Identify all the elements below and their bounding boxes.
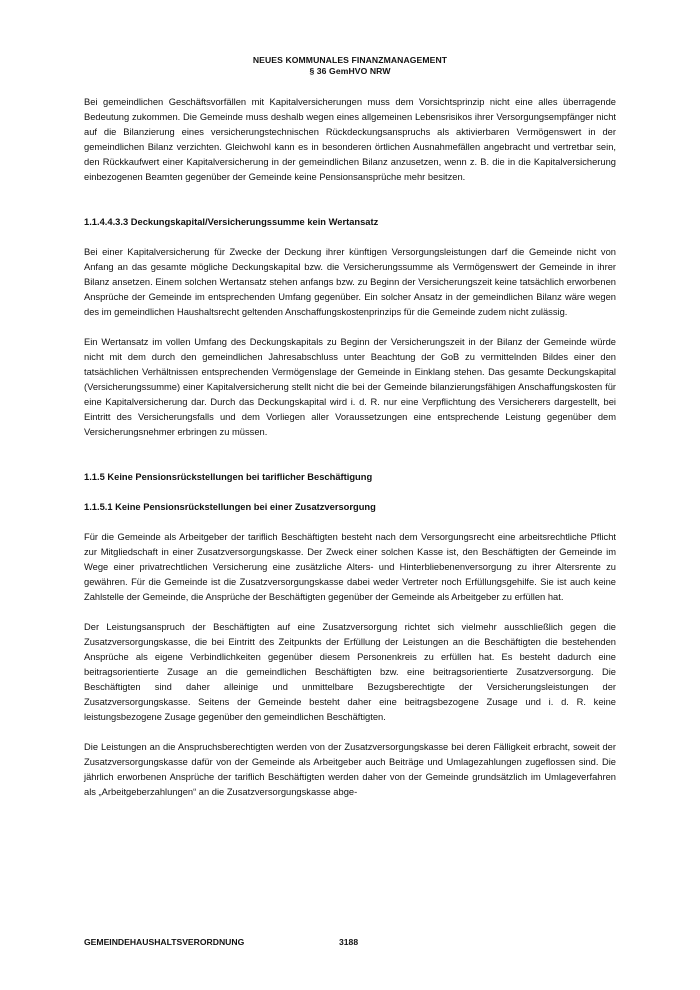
paragraph: Ein Wertansatz im vollen Umfang des Deckungskapitals zu Beginn der Versicherungszeit in der Bilanz der Gemeinde würde nicht mit dem durch den gemeindlichen Jahresabschluss unter Beachtung der GoB zu vermittelnden Bildes einer den tatsächlichen Verhältnissen entsprechenden Vermögenslage der Gemeinde in Einklang stehen. Das gesamte Deckungskapital (Versicherungssumme) einer Kapitalversicherung stellt nicht die bei der Gemeinde bilanzierungsfähigen Anschaffungskosten für eine Kapitalversicherung dar. Durch das Deckungskapital wird i. d. R. nur eine Verpflichtung des Versicherers dargestellt, bei Eintritt des Versicherungsfalls und dem Vorliegen aller Voraussetzungen eine entsprechende Leistung gegenüber dem Versicherungsnehmer erbringen zu müssen. bbox=[84, 337, 616, 437]
paragraph: Bei einer Kapitalversicherung für Zwecke der Deckung ihrer künftigen Versorgungsleistungen darf die Gemeinde nicht von Anfang an das gesamte mögliche Deckungskapital bzw. die Versicherungssumme als Vermögenswert der Gemeinde in ihrer Bilanz ansetzen. Einem solchen Wertansatz stehen anfangs bzw. zu Beginn der Versicherungszeit keine tatsächlich erworbenen Ansprüche der Gemeinde im entsprechenden Umfang gegenüber. Ein solcher Ansatz in der gemeindlichen Bilanz wäre wegen des im gemeindlichen Haushaltsrecht geltenden Anschaffungskostenprinzips für die Gemeinde zudem nicht zulässig. bbox=[84, 247, 616, 317]
header-title: NEUES KOMMUNALES FINANZMANAGEMENT bbox=[252, 55, 448, 65]
footer-label: GEMEINDEHAUSHALTSVERORDNUNG bbox=[84, 937, 245, 947]
paragraph: Die Leistungen an die Anspruchsberechtigten werden von der Zusatzversorgungskasse bei deren Fälligkeit erbracht, soweit der Zusatzversorgungskasse dafür von der Gemeinde als Arbeitgeber auch Beiträge und Umlagezahlungen zugeflossen sind. Die jährlich erworbenen Ansprüche der tariflich Beschäftigten werden daher von der Gemeinde grundsätzlich im Umlageverfahren als „Arbeitgeberzahlungen“ an die Zusatzversorgungskasse abge- bbox=[84, 742, 616, 797]
paragraph: Bei gemeindlichen Geschäftsvorfällen mit Kapitalversicherungen muss dem Vorsichtsprinzip nicht eine alles überragende Bedeutung zukommen. Die Gemeinde muss deshalb wegen eines allgemeinen Lebensrisikos ihrer Versorgungsempfänger nicht auf die Bilanzierung eines versicherungstechnischen Rückdeckungsanspruchs als aktivierbaren Vermögenswert in der gemeindlichen Bilanz verzichten. Gleichwohl kann es in besonderen örtlichen Ausnahmefällen angebracht und vertretbar sein, den Rückkaufwert einer Kapitalversicherung in der gemeindlichen Bilanz anzusetzen, wenn z. B. die in die Kapitalversicherung einbezogenen Beamten gegenüber der Gemeinde keine Pensionsansprüche mehr besitzen. bbox=[84, 97, 616, 182]
page-number: 3188 bbox=[339, 937, 359, 947]
section-heading: 1.1.5 Keine Pensionsrückstellungen bei tariflicher Beschäftigung bbox=[84, 472, 373, 482]
page-footer bbox=[84, 937, 359, 948]
paragraph: Der Leistungsanspruch der Beschäftigten auf eine Zusatzversorgung richtet sich vielmehr ausschließlich gegen die Zusatzversorgungskasse, die bei Eintritt des Zeitpunkts der Erfüllung der Leistungen an die Beschäftigten die bestehenden Ansprüche als eigene Verbindlichkeiten gegenüber diesem Personenkreis zu erfüllen hat. Es besteht dadurch eine beitragsorientierte Zusage an die gemeindlichen Beschäftigten bzw. eine beitragsorientierte Zusatzversorgung. Die Beschäftigten sind daher alleinige und unmittelbare Bezugsberechtigte der Versicherungsleistungen der Zusatzversorgungskasse. Seitens der Gemeinde besteht daher eine beitragsbezogene Zusage und i. d. R. keine leistungsbezogene Zusage gegenüber den gemeindlichen Beschäftigten. bbox=[84, 622, 616, 722]
header-subtitle: § 36 GemHVO NRW bbox=[309, 65, 391, 76]
section-heading: 1.1.4.4.3.3 Deckungskapital/Versicherungssumme kein Wertansatz bbox=[84, 217, 379, 227]
document-body bbox=[84, 95, 616, 800]
subsection-heading: 1.1.5.1 Keine Pensionsrückstellungen bei einer Zusatzversorgung bbox=[84, 502, 376, 512]
page-header bbox=[0, 55, 700, 76]
paragraph: Für die Gemeinde als Arbeitgeber der tariflich Beschäftigten besteht nach dem Versorgungsrecht eine arbeitsrechtliche Pflicht zur Mitgliedschaft in einer Zusatzversorgungskasse. Der Zweck einer solchen Kasse ist, den Beschäftigten der Gemeinde im Wege einer privatrechtlichen Versicherung eine zusätzliche Alters- und Hinterbliebenenversorgung zu ihrer Altersrente zu gewähren. Für die Gemeinde ist die Zusatzversorgungskasse dabei weder Vertreter noch Erfüllungsgehilfe. Sie ist auch keine Zahlstelle der Gemeinde, die Ansprüche der Beschäftigten gegenüber der Gemeinde als Arbeitgeber zu erfüllen hat. bbox=[84, 532, 616, 602]
